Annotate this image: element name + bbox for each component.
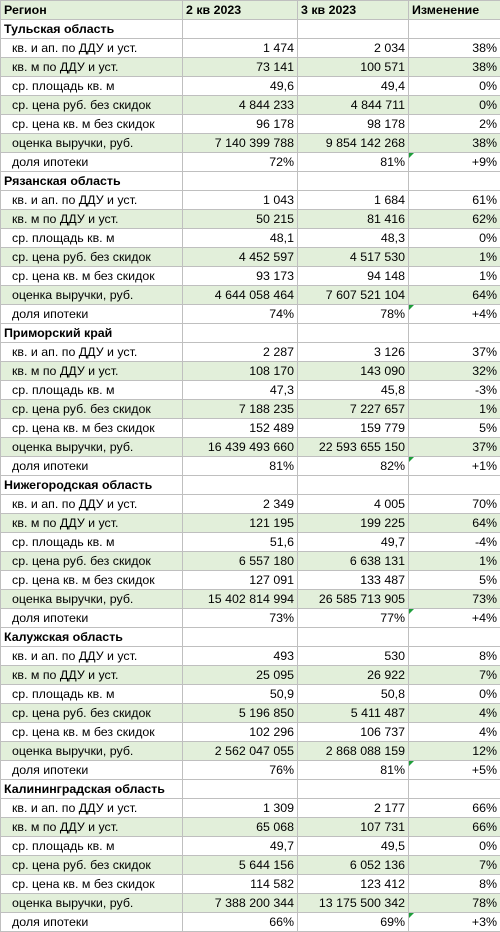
q3-value: 133 487 — [298, 571, 409, 590]
table-row — [1, 742, 500, 761]
metric-label: оценка выручки, руб. — [1, 134, 183, 153]
change-value: +1% — [409, 457, 500, 476]
change-value: 5% — [409, 571, 500, 590]
q2-value: 4 844 233 — [183, 96, 298, 115]
q3-value: 50,8 — [298, 685, 409, 704]
metric-label: кв. м по ДДУ и уст. — [1, 666, 183, 685]
metric-label: кв. и ап. по ДДУ и уст. — [1, 647, 183, 666]
q3-value: 49,4 — [298, 77, 409, 96]
q3-value: 7 227 657 — [298, 400, 409, 419]
q2-value: 1 043 — [183, 191, 298, 210]
q3-value: 143 090 — [298, 362, 409, 381]
q2-value: 7 188 235 — [183, 400, 298, 419]
table-row — [1, 913, 500, 932]
q3-value: 49,5 — [298, 837, 409, 856]
q3-value: 5 411 487 — [298, 704, 409, 723]
q2-value: 93 173 — [183, 267, 298, 286]
region-header-row — [1, 172, 500, 191]
q2-value: 96 178 — [183, 115, 298, 134]
table-row — [1, 571, 500, 590]
empty-cell — [409, 324, 500, 343]
metric-label: ср. цена руб. без скидок — [1, 704, 183, 723]
q2-value: 50,9 — [183, 685, 298, 704]
q3-value: 7 607 521 104 — [298, 286, 409, 305]
table-row — [1, 438, 500, 457]
change-value: 2% — [409, 115, 500, 134]
change-value: 7% — [409, 666, 500, 685]
change-value: -3% — [409, 381, 500, 400]
q2-value: 73% — [183, 609, 298, 628]
change-value: +5% — [409, 761, 500, 780]
change-value: 1% — [409, 552, 500, 571]
table-row — [1, 191, 500, 210]
metric-label: ср. площадь кв. м — [1, 381, 183, 400]
q3-value: 530 — [298, 647, 409, 666]
table-row — [1, 837, 500, 856]
change-value: 38% — [409, 58, 500, 77]
table-row — [1, 875, 500, 894]
q2-value: 493 — [183, 647, 298, 666]
table-row — [1, 856, 500, 875]
change-value: 32% — [409, 362, 500, 381]
metric-label: ср. цена кв. м без скидок — [1, 875, 183, 894]
metric-label: ср. цена кв. м без скидок — [1, 571, 183, 590]
table-row — [1, 267, 500, 286]
q3-value: 82% — [298, 457, 409, 476]
q3-value: 3 126 — [298, 343, 409, 362]
metric-label: ср. площадь кв. м — [1, 229, 183, 248]
table-row — [1, 343, 500, 362]
metric-label: кв. м по ДДУ и уст. — [1, 818, 183, 837]
change-value: 0% — [409, 77, 500, 96]
q2-value: 15 402 814 994 — [183, 590, 298, 609]
table-row — [1, 704, 500, 723]
metric-label: кв. м по ДДУ и уст. — [1, 514, 183, 533]
change-value: 37% — [409, 438, 500, 457]
q2-value: 5 644 156 — [183, 856, 298, 875]
change-value: 8% — [409, 647, 500, 666]
q3-value: 2 177 — [298, 799, 409, 818]
q3-value: 4 517 530 — [298, 248, 409, 267]
q2-value: 51,6 — [183, 533, 298, 552]
change-value: 0% — [409, 837, 500, 856]
table-row — [1, 39, 500, 58]
empty-cell — [409, 476, 500, 495]
table-row — [1, 495, 500, 514]
table-row — [1, 666, 500, 685]
metric-label: оценка выручки, руб. — [1, 894, 183, 913]
q2-value: 102 296 — [183, 723, 298, 742]
q2-value: 6 557 180 — [183, 552, 298, 571]
metric-label: доля ипотеки — [1, 457, 183, 476]
empty-cell — [409, 628, 500, 647]
change-value: 66% — [409, 799, 500, 818]
q2-value: 72% — [183, 153, 298, 172]
q3-value: 2 868 088 159 — [298, 742, 409, 761]
q3-value: 81% — [298, 761, 409, 780]
q3-value: 4 005 — [298, 495, 409, 514]
table-row — [1, 210, 500, 229]
empty-cell — [298, 172, 409, 191]
metric-label: ср. цена кв. м без скидок — [1, 115, 183, 134]
metric-label: ср. площадь кв. м — [1, 837, 183, 856]
metric-label: кв. и ап. по ДДУ и уст. — [1, 191, 183, 210]
region-name: Калужская область — [1, 628, 183, 647]
metric-label: ср. цена кв. м без скидок — [1, 267, 183, 286]
q3-value: 6 052 136 — [298, 856, 409, 875]
change-value: 4% — [409, 723, 500, 742]
table-row — [1, 723, 500, 742]
metric-label: доля ипотеки — [1, 609, 183, 628]
table-row — [1, 58, 500, 77]
q3-value: 26 922 — [298, 666, 409, 685]
q2-value: 2 562 047 055 — [183, 742, 298, 761]
q2-value: 50 215 — [183, 210, 298, 229]
change-value: 0% — [409, 96, 500, 115]
q2-value: 81% — [183, 457, 298, 476]
empty-cell — [298, 476, 409, 495]
q2-value: 49,7 — [183, 837, 298, 856]
metric-label: ср. цена руб. без скидок — [1, 248, 183, 267]
empty-cell — [183, 172, 298, 191]
header-q2-2023: 2 кв 2023 — [183, 1, 298, 20]
q3-value: 199 225 — [298, 514, 409, 533]
metric-label: ср. площадь кв. м — [1, 685, 183, 704]
region-name: Калининградская область — [1, 780, 183, 799]
table-row — [1, 533, 500, 552]
metric-label: кв. м по ДДУ и уст. — [1, 362, 183, 381]
table-row — [1, 590, 500, 609]
change-value: +9% — [409, 153, 500, 172]
metric-label: кв. и ап. по ДДУ и уст. — [1, 343, 183, 362]
table-row — [1, 609, 500, 628]
q3-value: 106 737 — [298, 723, 409, 742]
table-row — [1, 134, 500, 153]
q3-value: 123 412 — [298, 875, 409, 894]
q3-value: 26 585 713 905 — [298, 590, 409, 609]
q2-value: 127 091 — [183, 571, 298, 590]
q2-value: 1 309 — [183, 799, 298, 818]
metric-label: ср. цена кв. м без скидок — [1, 419, 183, 438]
metric-label: доля ипотеки — [1, 153, 183, 172]
q3-value: 107 731 — [298, 818, 409, 837]
q2-value: 48,1 — [183, 229, 298, 248]
table-row — [1, 514, 500, 533]
change-value: 78% — [409, 894, 500, 913]
q2-value: 4 452 597 — [183, 248, 298, 267]
q2-value: 5 196 850 — [183, 704, 298, 723]
table-row — [1, 362, 500, 381]
change-value: +3% — [409, 913, 500, 932]
change-value: 62% — [409, 210, 500, 229]
q2-value: 121 195 — [183, 514, 298, 533]
empty-cell — [409, 172, 500, 191]
change-value: 0% — [409, 685, 500, 704]
q3-value: 45,8 — [298, 381, 409, 400]
table-row — [1, 305, 500, 324]
empty-cell — [183, 628, 298, 647]
change-value: 1% — [409, 267, 500, 286]
region-name: Тульская область — [1, 20, 183, 39]
change-value: 5% — [409, 419, 500, 438]
table-row — [1, 248, 500, 267]
table-row — [1, 552, 500, 571]
empty-cell — [409, 20, 500, 39]
metric-label: кв. и ап. по ДДУ и уст. — [1, 39, 183, 58]
q2-value: 25 095 — [183, 666, 298, 685]
change-value: 64% — [409, 514, 500, 533]
change-value: 64% — [409, 286, 500, 305]
header-q3-2023: 3 кв 2023 — [298, 1, 409, 20]
region-header-row — [1, 780, 500, 799]
metric-label: доля ипотеки — [1, 305, 183, 324]
change-value: 8% — [409, 875, 500, 894]
table-row — [1, 153, 500, 172]
metric-label: кв. и ап. по ДДУ и уст. — [1, 799, 183, 818]
q3-value: 48,3 — [298, 229, 409, 248]
q3-value: 2 034 — [298, 39, 409, 58]
region-name: Нижегородская область — [1, 476, 183, 495]
header-region: Регион — [1, 1, 183, 20]
metric-label: ср. площадь кв. м — [1, 533, 183, 552]
empty-cell — [183, 20, 298, 39]
q2-value: 74% — [183, 305, 298, 324]
metric-label: доля ипотеки — [1, 761, 183, 780]
table-row — [1, 77, 500, 96]
q3-value: 22 593 655 150 — [298, 438, 409, 457]
q3-value: 98 178 — [298, 115, 409, 134]
metric-label: ср. цена руб. без скидок — [1, 96, 183, 115]
q3-value: 6 638 131 — [298, 552, 409, 571]
header-row — [1, 1, 500, 20]
metric-label: оценка выручки, руб. — [1, 590, 183, 609]
metric-label: кв. м по ДДУ и уст. — [1, 58, 183, 77]
metric-label: оценка выручки, руб. — [1, 286, 183, 305]
q2-value: 76% — [183, 761, 298, 780]
q3-value: 1 684 — [298, 191, 409, 210]
q3-value: 13 175 500 342 — [298, 894, 409, 913]
change-value: 0% — [409, 229, 500, 248]
q2-value: 7 140 399 788 — [183, 134, 298, 153]
q3-value: 94 148 — [298, 267, 409, 286]
q2-value: 73 141 — [183, 58, 298, 77]
q3-value: 78% — [298, 305, 409, 324]
table-row — [1, 818, 500, 837]
change-value: 1% — [409, 400, 500, 419]
region-header-row — [1, 324, 500, 343]
q3-value: 69% — [298, 913, 409, 932]
region-name: Приморский край — [1, 324, 183, 343]
metric-label: оценка выручки, руб. — [1, 742, 183, 761]
table-row — [1, 400, 500, 419]
region-header-row — [1, 476, 500, 495]
region-header-row — [1, 20, 500, 39]
region-name: Рязанская область — [1, 172, 183, 191]
change-value: 4% — [409, 704, 500, 723]
q3-value: 81% — [298, 153, 409, 172]
table-row — [1, 647, 500, 666]
metric-label: ср. цена руб. без скидок — [1, 856, 183, 875]
change-value: 70% — [409, 495, 500, 514]
q2-value: 2 349 — [183, 495, 298, 514]
q2-value: 1 474 — [183, 39, 298, 58]
q2-value: 66% — [183, 913, 298, 932]
change-value: +4% — [409, 609, 500, 628]
table-row — [1, 419, 500, 438]
metric-label: кв. и ап. по ДДУ и уст. — [1, 495, 183, 514]
q3-value: 77% — [298, 609, 409, 628]
empty-cell — [298, 324, 409, 343]
q3-value: 49,7 — [298, 533, 409, 552]
change-value: 38% — [409, 39, 500, 58]
empty-cell — [409, 780, 500, 799]
change-value: 1% — [409, 248, 500, 267]
metric-label: ср. цена руб. без скидок — [1, 552, 183, 571]
q3-value: 9 854 142 268 — [298, 134, 409, 153]
metric-label: ср. цена кв. м без скидок — [1, 723, 183, 742]
table-row — [1, 799, 500, 818]
q3-value: 159 779 — [298, 419, 409, 438]
metric-label: ср. цена руб. без скидок — [1, 400, 183, 419]
table-row — [1, 457, 500, 476]
q2-value: 2 287 — [183, 343, 298, 362]
metric-label: доля ипотеки — [1, 913, 183, 932]
change-value: 38% — [409, 134, 500, 153]
q2-value: 49,6 — [183, 77, 298, 96]
metric-label: оценка выручки, руб. — [1, 438, 183, 457]
q2-value: 65 068 — [183, 818, 298, 837]
empty-cell — [183, 780, 298, 799]
q3-value: 4 844 711 — [298, 96, 409, 115]
table-row — [1, 685, 500, 704]
q2-value: 4 644 058 464 — [183, 286, 298, 305]
empty-cell — [298, 628, 409, 647]
change-value: +4% — [409, 305, 500, 324]
empty-cell — [298, 780, 409, 799]
q2-value: 108 170 — [183, 362, 298, 381]
empty-cell — [298, 20, 409, 39]
q2-value: 16 439 493 660 — [183, 438, 298, 457]
change-value: 12% — [409, 742, 500, 761]
change-value: 73% — [409, 590, 500, 609]
empty-cell — [183, 476, 298, 495]
table-row — [1, 96, 500, 115]
table-body — [1, 20, 500, 932]
table-row — [1, 894, 500, 913]
metric-label: ср. площадь кв. м — [1, 77, 183, 96]
change-value: 7% — [409, 856, 500, 875]
q2-value: 7 388 200 344 — [183, 894, 298, 913]
q2-value: 114 582 — [183, 875, 298, 894]
table-row — [1, 761, 500, 780]
header-change: Изменение — [409, 1, 500, 20]
q3-value: 81 416 — [298, 210, 409, 229]
region-header-row — [1, 628, 500, 647]
change-value: 37% — [409, 343, 500, 362]
q3-value: 100 571 — [298, 58, 409, 77]
change-value: 66% — [409, 818, 500, 837]
change-value: -4% — [409, 533, 500, 552]
metric-label: кв. м по ДДУ и уст. — [1, 210, 183, 229]
empty-cell — [183, 324, 298, 343]
table-row — [1, 115, 500, 134]
table-row — [1, 381, 500, 400]
table-row — [1, 286, 500, 305]
table-row — [1, 229, 500, 248]
change-value: 61% — [409, 191, 500, 210]
q2-value: 152 489 — [183, 419, 298, 438]
q2-value: 47,3 — [183, 381, 298, 400]
